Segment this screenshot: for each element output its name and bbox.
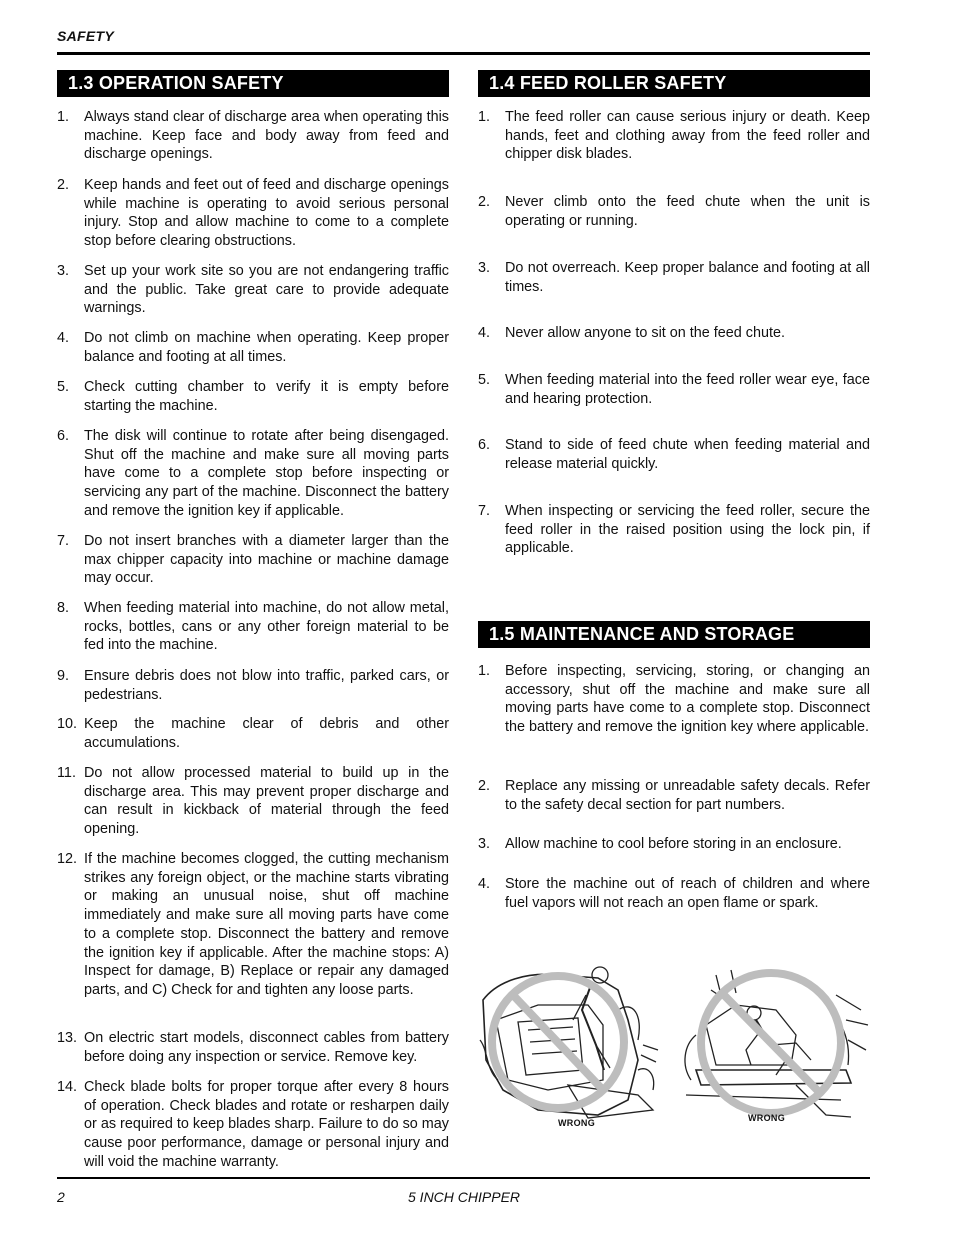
item-text: Keep hands and feet out of feed and discharge openings while machine is operating to avoid serious personal injury. Stop and allow machine to come to a complete stop before clearing obstructions.	[84, 177, 449, 250]
item-number: 3.	[57, 263, 70, 279]
item-text: Store the machine out of reach of children and where fuel vapors will not reach an open flame or spark.	[505, 876, 870, 911]
item-text: Keep the machine clear of debris and other accumulations.	[84, 716, 449, 751]
page-header-title: SAFETY	[57, 28, 115, 44]
item-number: 10.	[57, 716, 78, 732]
item-number: 3.	[478, 836, 491, 852]
item-number: 1.	[478, 109, 491, 125]
item-number: 9.	[57, 668, 70, 684]
item-number: 4.	[478, 325, 491, 341]
illustration-caption: WRONG	[748, 1113, 785, 1123]
illustration-caption: WRONG	[558, 1118, 595, 1128]
section-heading-operation-safety: 1.3 OPERATION SAFETY	[57, 70, 449, 97]
item-text: Never climb onto the feed chute when the unit is operating or running.	[505, 194, 870, 229]
item-text: Set up your work site so you are not endangering traffic and the public. Take great care to provide adequate warnings.	[84, 263, 449, 317]
item-text: Allow machine to cool before storing in an enclosure.	[505, 836, 842, 852]
item-text: Ensure debris does not blow into traffic, parked cars, or pedestrians.	[84, 668, 449, 703]
item-text: Before inspecting, servicing, storing, or changing an accessory, shut off the machine and make sure all moving parts have come to a complete stop. Disconnect the battery and remove the ignition key where applicable.	[505, 663, 870, 736]
item-text: On electric start models, disconnect cables from battery before doing any inspection or service. Remove key.	[84, 1030, 449, 1065]
item-text: When feeding material into machine, do not allow metal, rocks, bottles, cans or any other foreign material to be fed into the machine.	[84, 600, 449, 654]
item-number: 7.	[57, 533, 70, 549]
section-heading-maintenance-storage: 1.5 MAINTENANCE AND STORAGE	[478, 621, 870, 648]
item-text: Do not climb on machine when operating. Keep proper balance and footing at all times.	[84, 330, 449, 365]
item-number: 12.	[57, 851, 78, 867]
item-text: Replace any missing or unreadable safety decals. Refer to the safety decal section for part numbers.	[505, 778, 870, 813]
item-text: Never allow anyone to sit on the feed chute.	[505, 325, 785, 341]
item-number: 4.	[57, 330, 70, 346]
item-number: 1.	[57, 109, 70, 125]
item-number: 5.	[57, 379, 70, 395]
page-number: 2	[57, 1189, 65, 1205]
item-number: 2.	[57, 177, 70, 193]
item-number: 11.	[57, 765, 76, 781]
item-text: If the machine becomes clogged, the cutting mechanism strikes any foreign object, or the machine starts vibrating or making an unusual noise, shut off machine immediately and make sure all moving parts have come to a complete stop. Disconnect the battery and remove the ignition key if applicable. After the machine stops: A) Inspect for damage, B) Replace or repair any damaged parts, and C) Check for and tighten any loose parts.	[84, 851, 449, 998]
item-number: 7.	[478, 503, 491, 519]
reaching-into-chute-icon	[676, 965, 871, 1125]
item-text: Do not overreach. Keep proper balance and footing at all times.	[505, 260, 870, 295]
item-number: 5.	[478, 372, 491, 388]
item-number: 6.	[478, 437, 491, 453]
prohibited-climbing-illustration	[478, 950, 663, 1125]
footer-divider	[57, 1177, 870, 1179]
climbing-on-chipper-icon	[478, 950, 663, 1125]
item-text: The feed roller can cause serious injury or death. Keep hands, feet and clothing away from the feed roller and chipper disk blades.	[505, 109, 870, 163]
item-number: 14.	[57, 1079, 78, 1095]
item-number: 13.	[57, 1030, 78, 1046]
footer-document-title: 5 INCH CHIPPER	[408, 1189, 521, 1205]
header-divider	[57, 52, 870, 55]
item-text: When inspecting or servicing the feed roller, secure the feed roller in the raised position using the lock pin, if applicable.	[505, 503, 870, 557]
item-text: Always stand clear of discharge area when operating this machine. Keep face and body away from feed and discharge openings.	[84, 109, 449, 163]
item-text: When feeding material into the feed roller wear eye, face and hearing protection.	[505, 372, 870, 407]
section-heading-feed-roller-safety: 1.4 FEED ROLLER SAFETY	[478, 70, 870, 97]
item-text: Check cutting chamber to verify it is empty before starting the machine.	[84, 379, 449, 414]
item-number: 4.	[478, 876, 491, 892]
item-text: Stand to side of feed chute when feeding material and release material quickly.	[505, 437, 870, 472]
item-number: 2.	[478, 194, 491, 210]
item-number: 6.	[57, 428, 70, 444]
prohibited-feeding-illustration	[676, 965, 871, 1125]
item-number: 1.	[478, 663, 491, 679]
item-text: Do not allow processed material to build up in the discharge area. This may prevent proper discharge and can result in kickback of material through the feed opening.	[84, 765, 449, 838]
item-number: 8.	[57, 600, 70, 616]
item-text: The disk will continue to rotate after being disengaged. Shut off the machine and make sure all moving parts have come to a complete stop before inspecting or servicing any part of the machine. Disconnect the battery and remove the ignition key if applicable.	[84, 428, 449, 519]
item-number: 2.	[478, 778, 491, 794]
item-text: Do not insert branches with a diameter larger than the max chipper capacity into machine or machine damage may occur.	[84, 533, 449, 587]
item-text: Check blade bolts for proper torque after every 8 hours of operation. Check blades and rotate or resharpen daily or as required to keep blades sharp. Failure to do so may cause poor performance, damage or personal injury and will void the machine warranty.	[84, 1079, 449, 1170]
item-number: 3.	[478, 260, 491, 276]
